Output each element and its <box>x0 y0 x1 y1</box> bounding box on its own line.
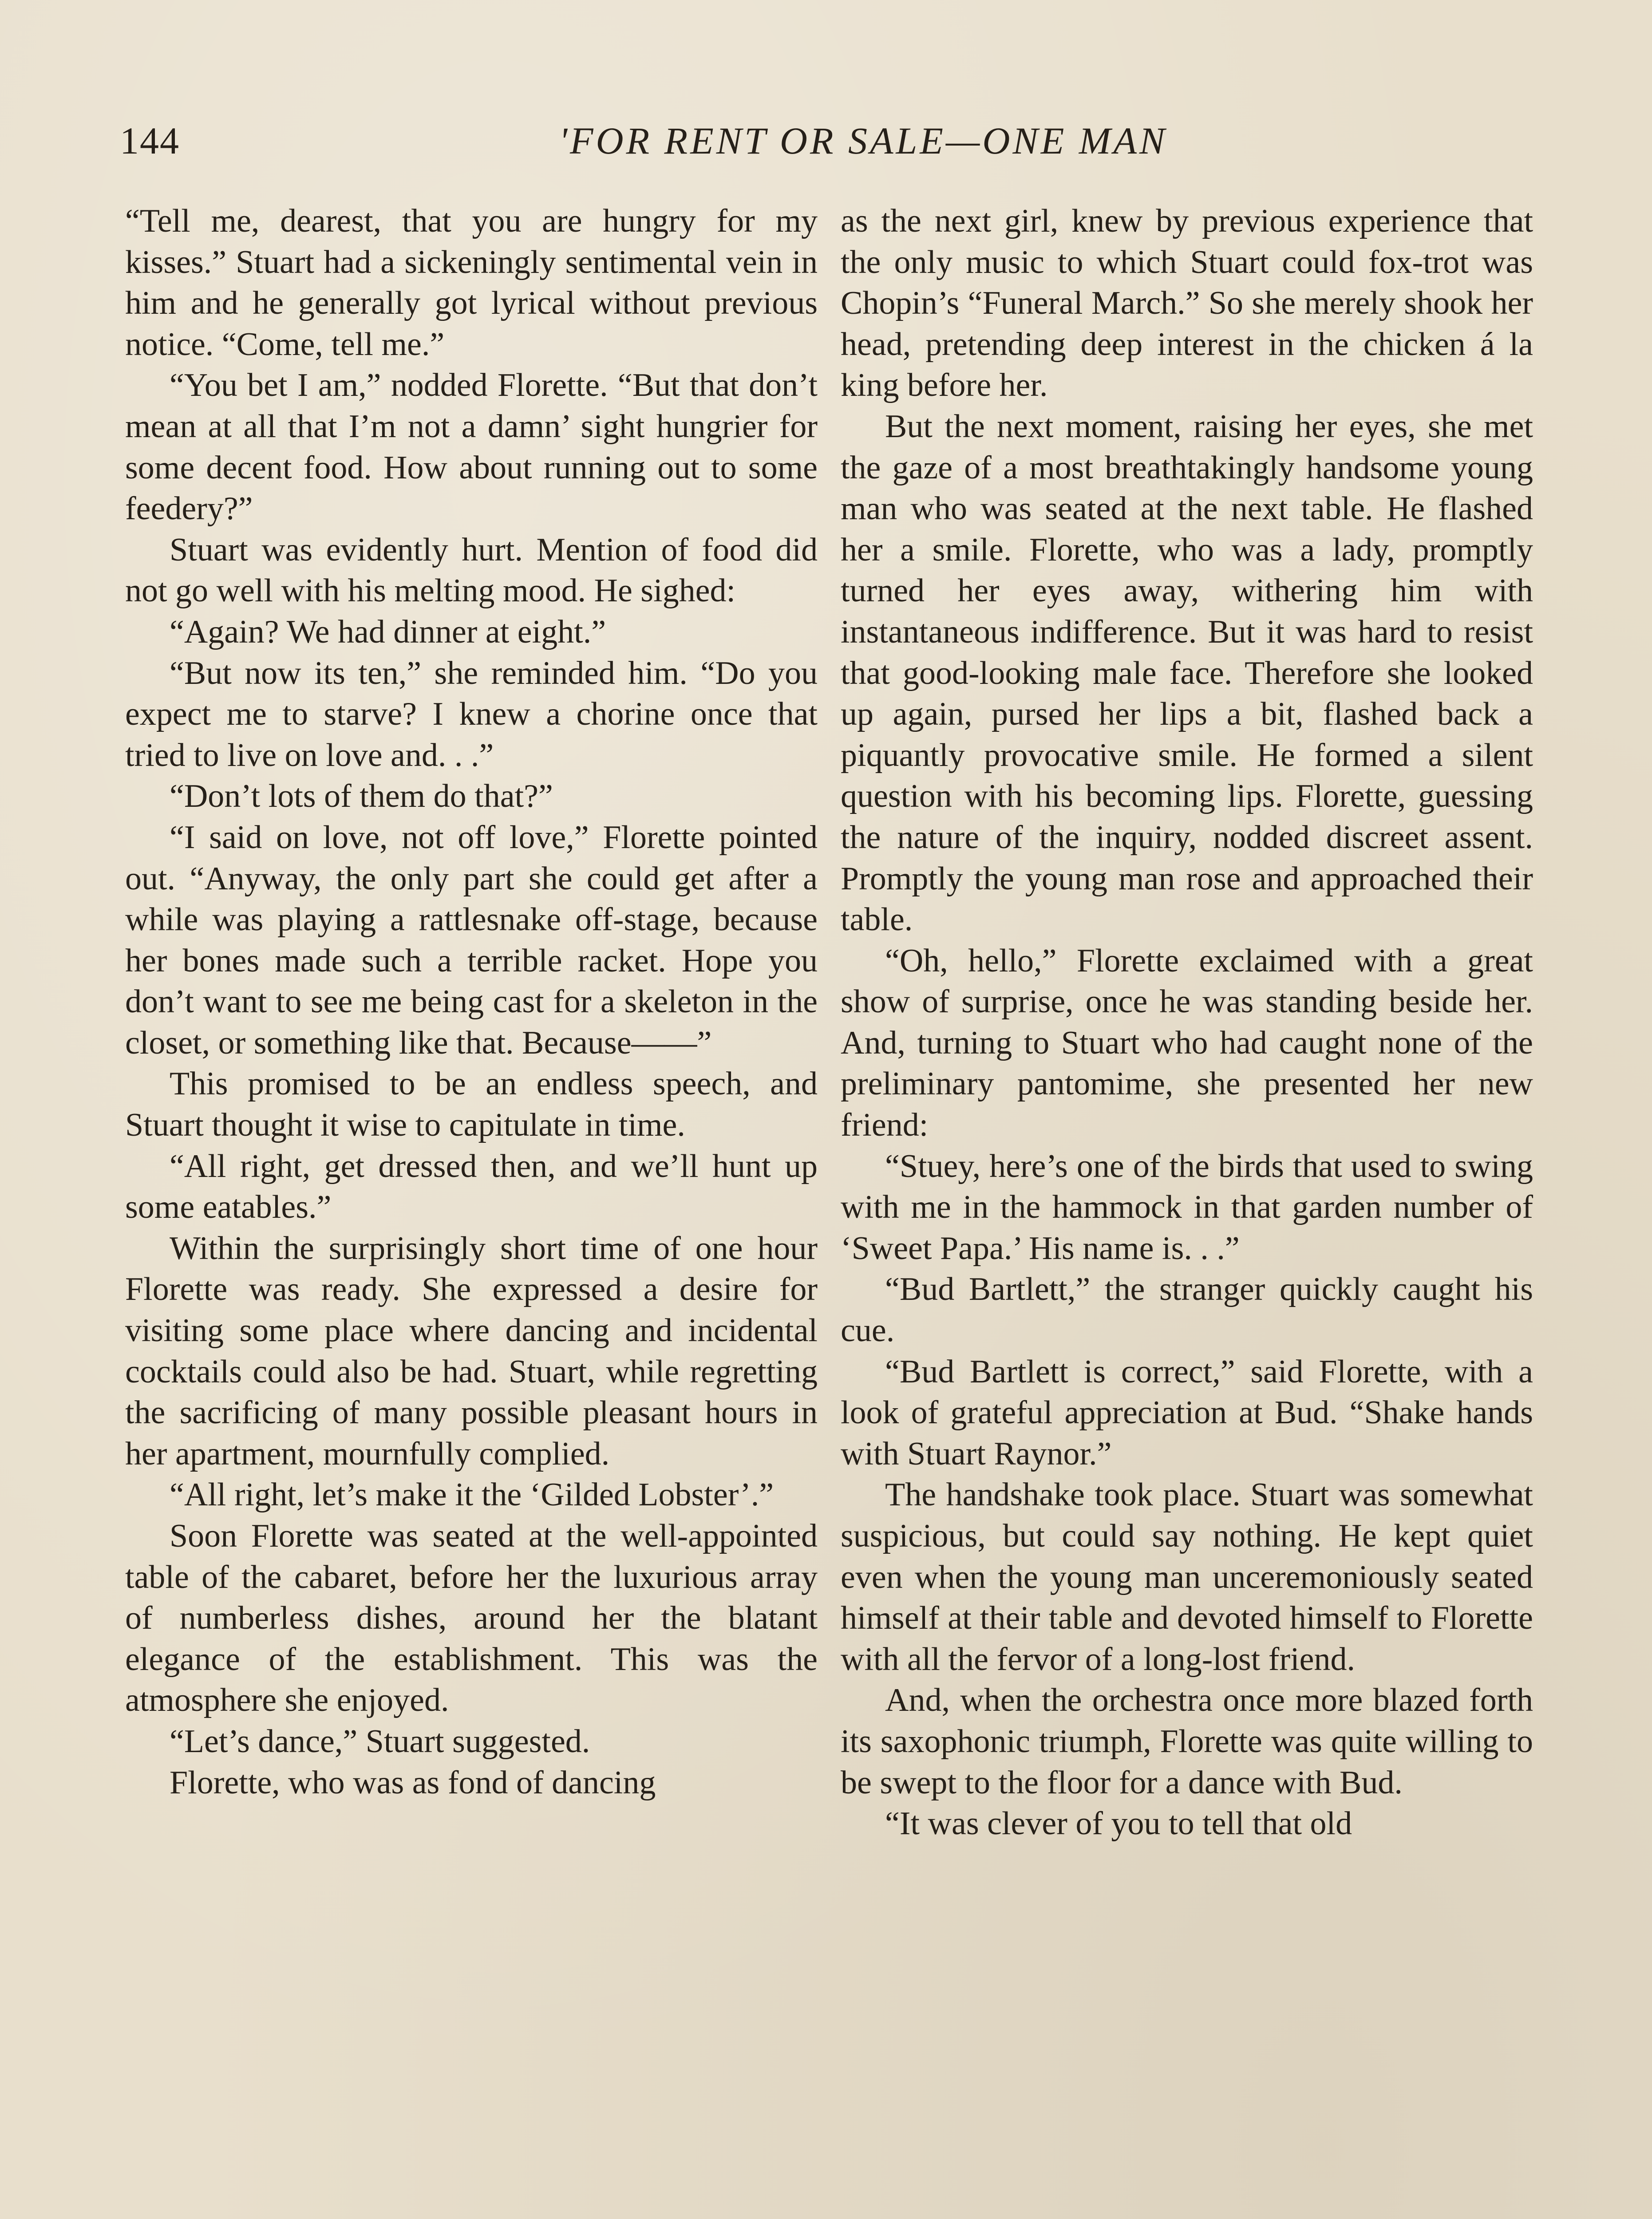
page-header <box>120 116 1536 165</box>
paragraph: And, when the orchestra once more blazed forth its saxophonic triumph, Florette was quite willing to be swept to the floor for a dance with Bud. <box>841 1682 1533 1801</box>
paragraph: “Let’s dance,” Stuart suggested. <box>170 1723 590 1760</box>
paragraph: Soon Florette was seated at the well-appointed table of the cabaret, before her the luxurious array of numberless dishes, around her the blatant elegance of the establishment. This was the atmosphere she enjoyed. <box>125 1518 818 1719</box>
paragraph: “I said on love, not off love,” Florette pointed out. “Anyway, the only part she could get after a while was playing a rattlesnake off-stage, because her bones made such a terrible racket. Hope you don’t want to see me being cast for a skeleton in the closet, or something like that. Because——” <box>125 819 818 1061</box>
paragraph: “Bud Bartlett is correct,” said Florette, with a look of grateful appreciation at Bud. “Shake hands with Stuart Raynor.” <box>841 1353 1533 1472</box>
paragraph: Florette, who was as fond of dancing <box>170 1764 656 1801</box>
paragraph: “All right, get dressed then, and we’ll hunt up some eatables.” <box>125 1148 818 1226</box>
paragraph: “It was clever of you to tell that old <box>885 1805 1352 1842</box>
paragraph: “Bud Bartlett,” the stranger quickly caught his cue. <box>841 1271 1533 1349</box>
paragraph: “Again? We had dinner at eight.” <box>170 613 606 650</box>
left-column <box>125 201 818 1803</box>
paragraph: This promised to be an endless speech, and Stuart thought it wise to capitulate in time. <box>125 1066 818 1144</box>
paragraph: But the next moment, raising her eyes, she met the gaze of a most breathtakingly handsome young man who was seated at the next table. He flashed her a smile. Florette, who was a lady, promptly turned her eyes away, withering him with instantaneous indifference. But it was hard to resist that good-looking male face. Therefore she looked up again, pursed her lips a bit, flashed back a piquantly provocative smile. He formed a silent question with his becoming lips. Florette, guessing the nature of the inquiry, nodded discreet assent. Promptly the young man rose and approached their table. <box>841 408 1533 938</box>
paragraph: “All right, let’s make it the ‘Gilded Lobster’.” <box>170 1477 774 1513</box>
paragraph: Stuart was evidently hurt. Mention of food did not go well with his melting mood. He sighed: <box>125 531 818 609</box>
paragraph: “Don’t lots of them do that?” <box>170 778 553 815</box>
paragraph: Within the surprisingly short time of one hour Florette was ready. She expressed a desire for visiting some place where dancing and incidental cocktails could also be had. Stuart, while regretting the sacrificing of many possible pleasant hours in her apartment, mournfully complied. <box>125 1230 818 1472</box>
paragraph: “But now its ten,” she reminded him. “Do you expect me to starve? I knew a chorine once that tried to live on love and. . .” <box>125 655 818 774</box>
page-number: 144 <box>120 119 180 162</box>
paragraph: The handshake took place. Stuart was somewhat suspicious, but could say nothing. He kept quiet even when the young man unceremoniously seated himself at their table and devoted himself to Florette with all the fervor of a long-lost friend. <box>841 1477 1533 1678</box>
paragraph: “You bet I am,” nodded Florette. “But that don’t mean at all that I’m not a damn’ sight hungrier for some decent food. How about running out to some feedery?” <box>125 367 818 527</box>
paragraph: “Oh, hello,” Florette exclaimed with a great show of surprise, once he was standing beside her. And, turning to Stuart who had caught none of the preliminary pantomime, she presented her new friend: <box>841 942 1533 1144</box>
running-title: 'FOR RENT OR SALE—ONE MAN <box>559 119 1168 162</box>
paragraph: as the next girl, knew by previous experience that the only music to which Stuart could fox-trot was Chopin’s “Funeral March.” So she merely shook her head, pretending deep interest in the chicken á la king before her. <box>841 203 1533 404</box>
right-column <box>841 201 1533 1844</box>
paragraph: “Tell me, dearest, that you are hungry for my kisses.” Stuart had a sickeningly sentimental vein in him and he generally got lyrical without previous notice. “Come, tell me.” <box>125 203 818 363</box>
paragraph: “Stuey, here’s one of the birds that used to swing with me in the hammock in that garden number of ‘Sweet Papa.’ His name is. . .” <box>841 1148 1533 1267</box>
